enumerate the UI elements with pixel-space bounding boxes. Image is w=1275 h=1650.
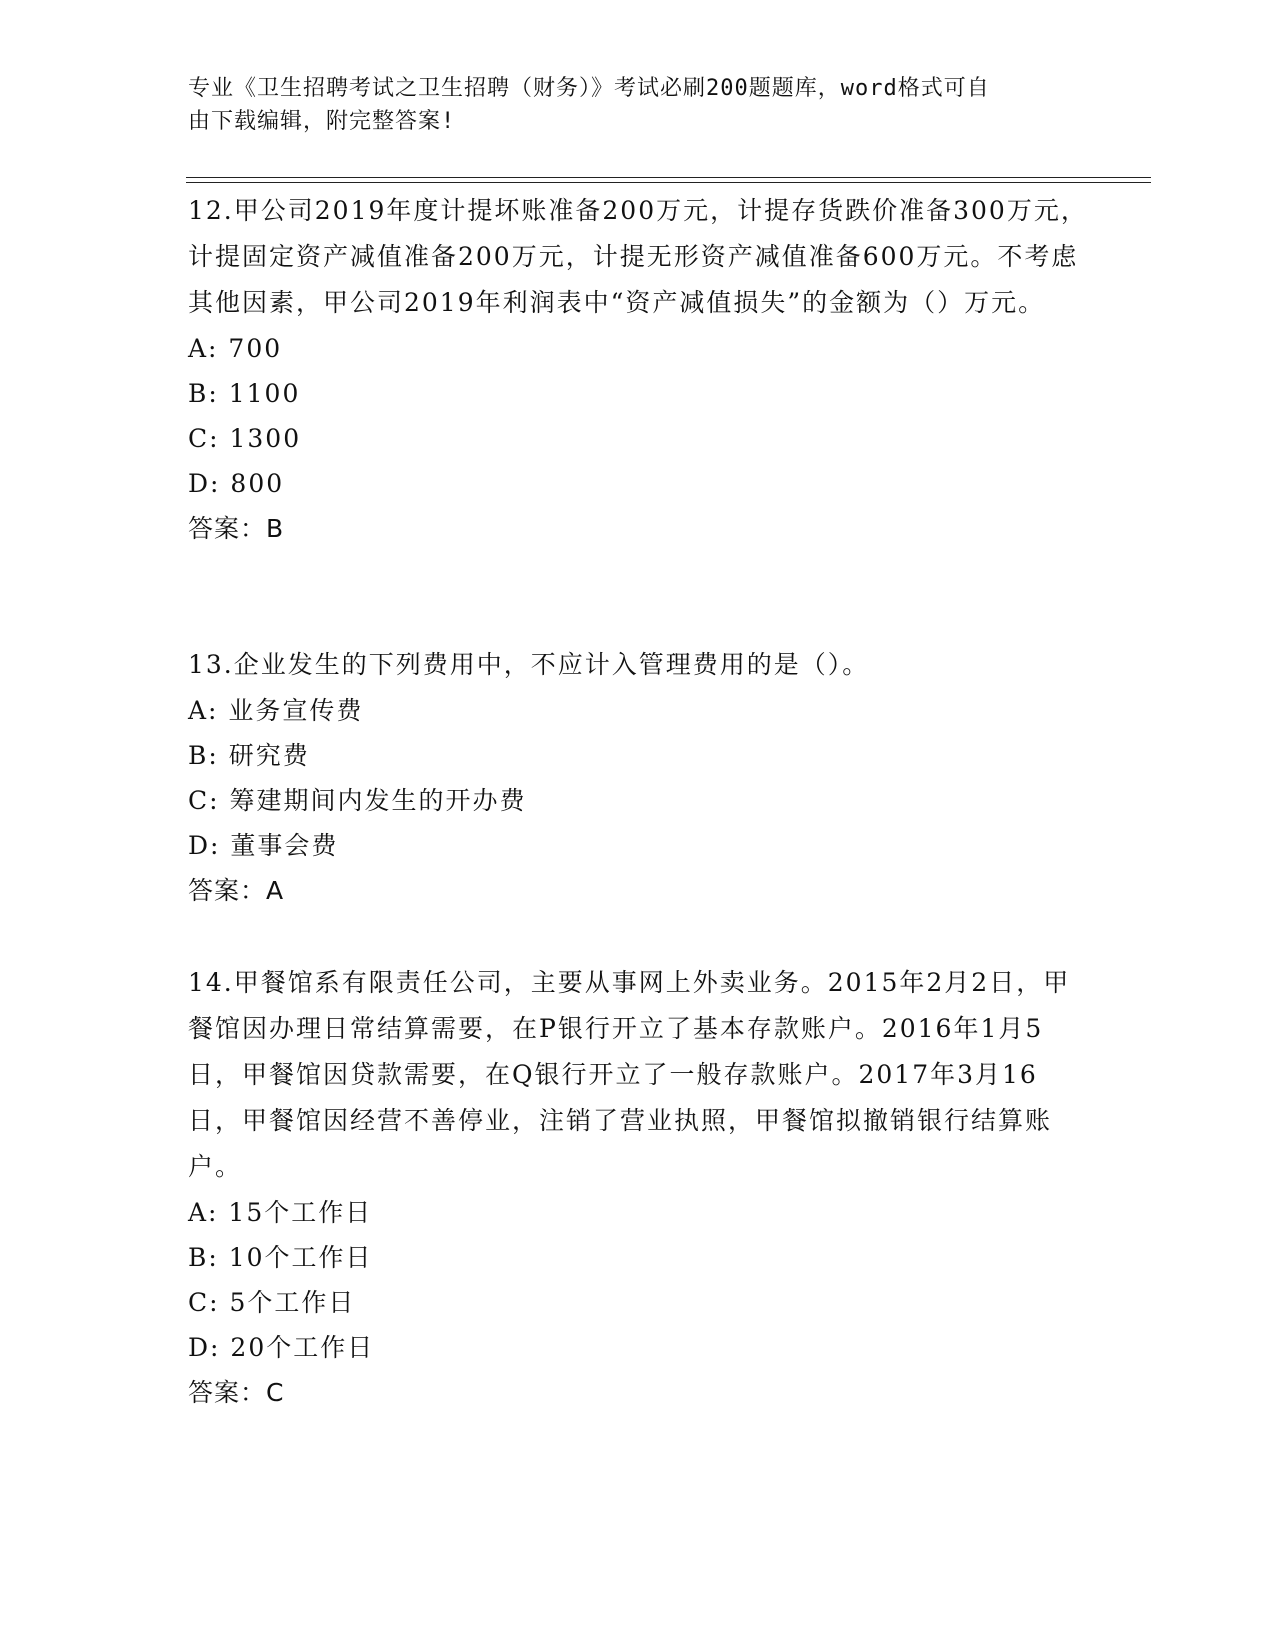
question-stem: 12.甲公司2019年度计提坏账准备200万元，计提存货跌价准备300万元，计提固定资产减值准备200万元，计提无形资产减值准备600万元。不考虑其他因素，甲公司2019年利润表中“资产减值损失”的金额为（）万元。 [188, 196, 1088, 317]
document-header [188, 72, 1068, 138]
option-d: D: 董事会费 [188, 831, 339, 860]
header-line-1: 专业《卫生招聘考试之卫生招聘（财务）》考试必刷200题题库，word格式可自 [188, 76, 990, 101]
option-c: C: 5个工作日 [188, 1288, 356, 1317]
header-divider-bottom [186, 182, 1151, 183]
question-12 [188, 188, 1088, 551]
header-divider-top [186, 177, 1151, 178]
option-b: B: 1100 [188, 379, 301, 408]
option-a: A: 业务宣传费 [188, 696, 364, 725]
question-13 [188, 642, 1088, 913]
option-a: A: 700 [188, 334, 283, 363]
answer-line: 答案：C [188, 1378, 285, 1407]
option-d: D: 20个工作日 [188, 1333, 375, 1362]
answer-line: 答案：A [188, 876, 285, 905]
option-b: B: 研究费 [188, 741, 310, 770]
question-stem: 14.甲餐馆系有限责任公司，主要从事网上外卖业务。2015年2月2日，甲餐馆因办理日常结算需要，在P银行开立了基本存款账户。2016年1月5日，甲餐馆因贷款需要，在Q银行开立了一般存款账户。2017年3月16日，甲餐馆因经营不善停业，注销了营业执照，甲餐馆拟撤销银行结算账户。 [188, 968, 1071, 1181]
option-a: A: 15个工作日 [188, 1198, 373, 1227]
question-14 [188, 960, 1088, 1415]
option-d: D: 800 [188, 469, 285, 498]
option-c: C: 筹建期间内发生的开办费 [188, 786, 527, 815]
question-stem: 13.企业发生的下列费用中，不应计入管理费用的是（）。 [188, 650, 870, 679]
option-b: B: 10个工作日 [188, 1243, 373, 1272]
option-c: C: 1300 [188, 424, 302, 453]
answer-line: 答案：B [188, 514, 285, 543]
header-line-2: 由下载编辑，附完整答案! [188, 109, 456, 134]
